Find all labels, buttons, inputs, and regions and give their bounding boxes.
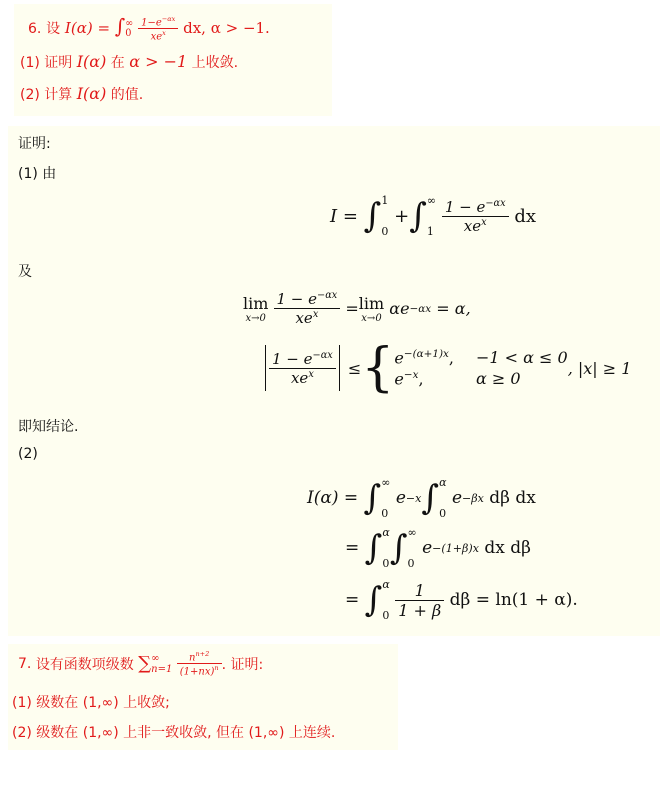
proof-heading: 证明: [18,136,51,152]
series-term-fraction: $\frac{n^{n+2}}{(1+nx)^n}$ [177,650,222,678]
integral-sign: ∫ [363,196,382,236]
equation-2-limit: lim x→0 $\frac{1 - e^{-\alpha x}}{xe^x}$ = lim x→0 αe −αx = α, [243,290,471,327]
problem-6-part-1: (1) 证明 I(α) 在 α > −1 上收敛. [20,52,239,71]
conclusion-1: 即知结论. [18,419,79,435]
problem-6-statement [28,14,270,42]
integral-sign: ∫ [114,14,126,38]
problem-7-part-2: (2) 级数在 (1,∞) 上非一致收敛, 但在 (1,∞) 上连续. [12,725,336,741]
integral-sign: ∫ [409,196,427,236]
limit-fraction: $\frac{1 - e^{-\alpha x}}{xe^x}$ [274,290,341,327]
integral-sign: ∫ [363,478,382,518]
integral-sign: ∫ [364,528,383,568]
problem-lead: 设 [46,21,61,37]
problem-6-part-2: (2) 计算 I(α) 的值. [20,84,144,103]
sum-sign: ∑ [138,653,152,675]
integrand-fraction: $\frac{1 - e^{-\alpha x}}{xe^x}$ [442,198,509,235]
proof-part-1-label: (1) 由 [18,166,57,182]
integral-sign: ∫ [389,528,408,568]
problem-7-statement: 7. 设有函数项级数 ∑ ∞ n=1 $\frac{n^{n+2}}{(1+nx)^n}$ . 证明: [18,650,264,678]
problem-number: 6. [28,21,42,37]
left-brace: { [361,338,395,398]
proof-part-2-label: (2) [18,446,38,462]
integral-sign: ∫ [364,580,383,620]
result-fraction: $\frac{1}{1 + \beta}$ [395,581,444,620]
integral-sign: ∫ [421,478,440,518]
equation-3-line-1: I(α) = ∫ ∞ 0 e −x ∫ α 0 e −βx dβ dx [307,476,536,520]
cases: $e^{-(\alpha+1)x}$, −1 < α ≤ 0 $e^{-x}$, α ≥ 0 [394,347,568,389]
integral-condition: dx, α > −1. [183,19,270,37]
problem-7-part-1: (1) 级数在 (1,∞) 上收敛; [12,695,170,711]
bound-fraction: $\frac{1 - e^{-\alpha x}}{xe^x}$ [269,350,336,387]
and-label: 及 [18,264,32,280]
equation-2-bound: $\frac{1 - e^{-\alpha x}}{xe^x}$ ≤ { $e^{-(\alpha+1)x}$, −1 < α ≤ 0 $e^{-x}$, α ≥ 0 , |x| ≥ 1 [262,342,631,394]
integrand-fraction: $\frac{1-e^{-\alpha x}}{xe^x}$ [138,15,178,43]
equation-3-line-3: = ∫ α 0 $\frac{1}{1 + \beta}$ dβ = ln(1 + α). [345,578,578,622]
equation-3-line-2: = ∫ α 0 ∫ ∞ 0 e −(1+β)x dx dβ [345,526,531,570]
integral-limits: ∞ 0 [125,17,134,39]
integral-lhs: I(α) = [64,19,111,37]
equation-1: I = ∫ 1 0 + ∫ ∞ 1 $\frac{1 - e^{-\alpha x}}{xe^x}$ dx [330,194,537,238]
